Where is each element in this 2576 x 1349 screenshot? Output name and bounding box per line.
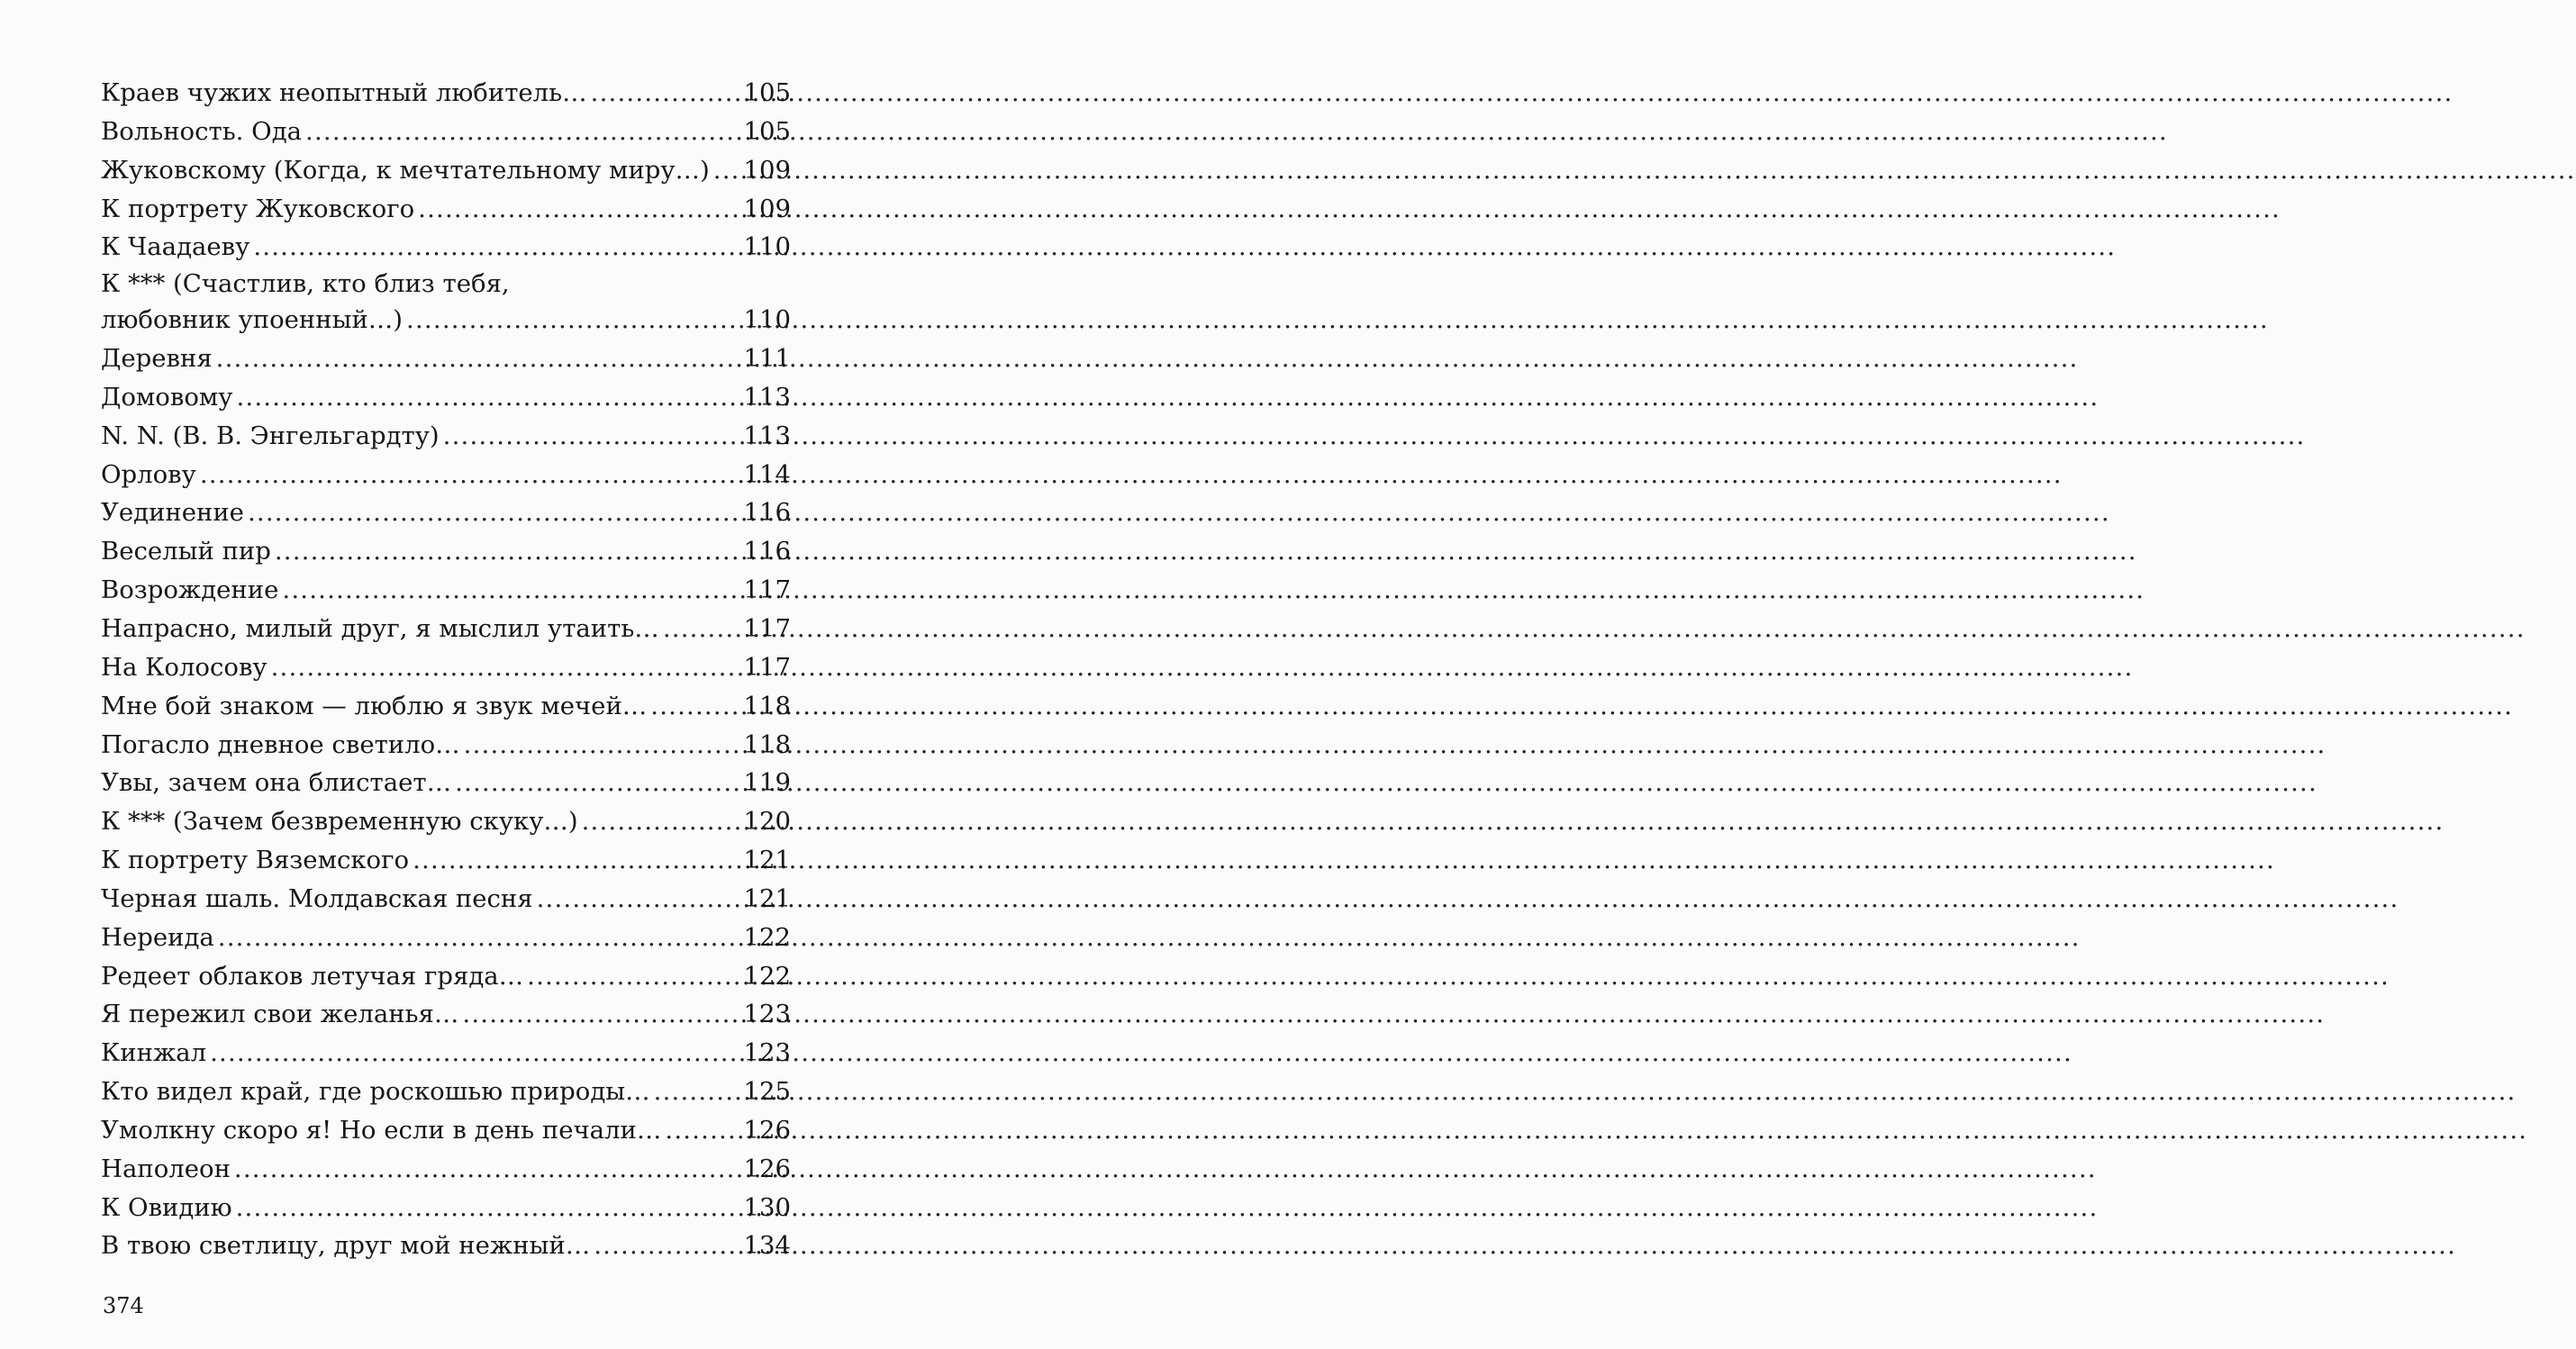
- toc-entry-title: Уединение: [101, 498, 244, 528]
- toc-entry-title: На Колосову: [101, 652, 268, 682]
- toc-entry-second-line: [101, 301, 791, 340]
- dot-leader: [236, 1189, 740, 1227]
- toc-entry-title: К *** (Зачем безвременную скуку…): [101, 807, 578, 837]
- dot-leader: [234, 1150, 740, 1189]
- dot-leader: [527, 957, 739, 996]
- dot-leader: [236, 378, 739, 417]
- dot-leader: [594, 1227, 739, 1265]
- toc-entry: [101, 151, 791, 190]
- toc-entry-title: любовник упоенный…): [101, 305, 404, 335]
- toc-entry: [101, 957, 791, 996]
- toc-entry-page: 123: [743, 1000, 791, 1029]
- toc-entry-title: К портрету Вяземского: [101, 846, 410, 875]
- dot-leader: [282, 571, 739, 610]
- toc-entry-page: 110: [743, 305, 791, 335]
- toc-entry-page: 114: [743, 459, 791, 489]
- toc-entry-page: 113: [743, 421, 791, 450]
- dot-leader: [443, 417, 740, 456]
- toc-entry-title: Умолкну скоро я! Но если в день печали…: [101, 1115, 662, 1145]
- toc-entry-title: Орлову: [101, 459, 196, 489]
- toc-entry-page: 122: [743, 961, 791, 991]
- dot-leader: [248, 493, 740, 532]
- toc-entry: [101, 802, 791, 841]
- dot-leader: [462, 995, 739, 1034]
- toc-entry: [101, 610, 791, 648]
- dot-leader: [305, 113, 739, 151]
- toc-entry-title: Деревня: [101, 344, 213, 374]
- toc-entry: [101, 532, 791, 571]
- toc-entry: [101, 841, 791, 880]
- toc-entry-page: 113: [743, 382, 791, 412]
- dot-leader: [200, 456, 740, 494]
- toc-entry-title: Вольность. Ода: [101, 116, 303, 146]
- toc-entry-page: 110: [743, 232, 791, 262]
- toc-entry-title: К портрету Жуковского: [101, 194, 415, 223]
- toc-entry: [101, 764, 791, 802]
- toc-entry-page: 125: [743, 1077, 791, 1107]
- toc-entry: [101, 456, 791, 494]
- toc-entry-title: Возрождение: [101, 575, 279, 605]
- toc-entry-title: Краев чужих неопытный любитель…: [101, 78, 587, 107]
- toc-entry: [101, 995, 791, 1034]
- toc-entry: [101, 880, 791, 919]
- dot-leader: [582, 802, 740, 841]
- toc-entry: [101, 648, 791, 687]
- dot-leader: [665, 1111, 739, 1150]
- dot-leader: [413, 841, 739, 880]
- toc-entry-title: Веселый пир: [101, 537, 271, 566]
- toc-entry-title: Нереида: [101, 922, 214, 952]
- toc-entry: [101, 919, 791, 957]
- toc-entry: [101, 726, 791, 765]
- toc-entry-title-line1: К *** (Счастлив, кто близ тебя,: [101, 269, 510, 299]
- dot-leader: [663, 610, 740, 648]
- toc-entry: [101, 228, 791, 267]
- toc-entry: [101, 571, 791, 610]
- toc-entry-page: 109: [743, 194, 791, 223]
- toc-entry-title: Погасло дневное светило…: [101, 729, 460, 759]
- toc-entry-page: 105: [743, 116, 791, 146]
- toc-entry-title: Я пережил свои желанья…: [101, 1000, 459, 1029]
- toc-entry-page: 120: [743, 807, 791, 837]
- dot-leader: [210, 1034, 739, 1073]
- toc-entry-page: 116: [743, 537, 791, 566]
- toc-entry: [101, 417, 791, 456]
- dot-leader: [216, 340, 740, 378]
- toc-entry: [101, 1227, 791, 1265]
- toc-entry-title: К Чаадаеву: [101, 232, 250, 262]
- toc-entry-page: 119: [743, 768, 791, 798]
- toc-entry-page: 121: [743, 883, 791, 913]
- toc-entry: [101, 1111, 791, 1150]
- toc-entry-title: Мне бой знаком — люблю я звук мечей…: [101, 691, 648, 720]
- toc-entry-page: 118: [743, 691, 791, 720]
- toc-entry-page: 109: [743, 155, 791, 185]
- toc-entry-page: 117: [743, 575, 791, 605]
- table-of-contents: [101, 74, 791, 1265]
- toc-entry-page: 111: [743, 344, 791, 374]
- dot-leader: [218, 919, 740, 957]
- toc-entry-page: 117: [743, 652, 791, 682]
- toc-entry-page: 121: [743, 846, 791, 875]
- toc-entry: [101, 1034, 791, 1073]
- toc-entry-page: 116: [743, 498, 791, 528]
- toc-entry-page: 130: [743, 1192, 791, 1222]
- toc-entry-two-line: [101, 267, 791, 340]
- toc-entry-title: Кто видел край, где роскошью природы…: [101, 1077, 650, 1107]
- toc-entry-title: Увы, зачем она блистает…: [101, 768, 452, 798]
- toc-entry-page: 122: [743, 922, 791, 952]
- dot-leader: [464, 726, 740, 765]
- toc-entry-title: Домовому: [101, 382, 233, 412]
- toc-entry-page: 134: [743, 1231, 791, 1261]
- toc-entry: [101, 74, 791, 113]
- toc-entry-page: 126: [743, 1154, 791, 1183]
- dot-leader: [537, 880, 740, 919]
- dot-leader: [253, 228, 739, 267]
- dot-leader: [713, 151, 740, 190]
- toc-entry-title: К Овидию: [101, 1192, 232, 1222]
- toc-entry-page: 105: [743, 78, 791, 107]
- toc-entry-title: N. N. (В. В. Энгельгардту): [101, 421, 440, 450]
- toc-entry-page: 117: [743, 613, 791, 643]
- dot-leader: [406, 301, 739, 340]
- dot-leader: [650, 687, 739, 726]
- toc-entry-page: 123: [743, 1038, 791, 1068]
- page-number: 374: [103, 1293, 144, 1318]
- toc-entry: [101, 190, 791, 229]
- toc-entry-page: 126: [743, 1115, 791, 1145]
- toc-entry-title: Жуковскому (Когда, к мечтательному миру…): [101, 155, 710, 185]
- toc-entry-title: Редеет облаков летучая гряда…: [101, 961, 524, 991]
- toc-entry: [101, 1150, 791, 1189]
- toc-entry-title: Наполеон: [101, 1154, 231, 1183]
- dot-leader: [455, 764, 739, 802]
- toc-entry-title: Напрасно, милый друг, я мыслил утаить…: [101, 613, 659, 643]
- toc-entry: [101, 493, 791, 532]
- toc-entry: [101, 378, 791, 417]
- toc-entry: [101, 113, 791, 151]
- toc-entry: [101, 1189, 791, 1227]
- toc-entry: [101, 1073, 791, 1111]
- toc-entry: [101, 340, 791, 378]
- dot-leader: [418, 190, 739, 229]
- dot-leader: [271, 648, 740, 687]
- dot-leader: [591, 74, 740, 113]
- toc-entry-page: 118: [743, 729, 791, 759]
- toc-entry: [101, 687, 791, 726]
- dot-leader: [654, 1073, 740, 1111]
- dot-leader: [275, 532, 740, 571]
- toc-entry-title: Кинжал: [101, 1038, 207, 1068]
- toc-entry-title: В твою светлицу, друг мой нежный…: [101, 1231, 591, 1261]
- toc-entry-title: Черная шаль. Молдавская песня: [101, 883, 533, 913]
